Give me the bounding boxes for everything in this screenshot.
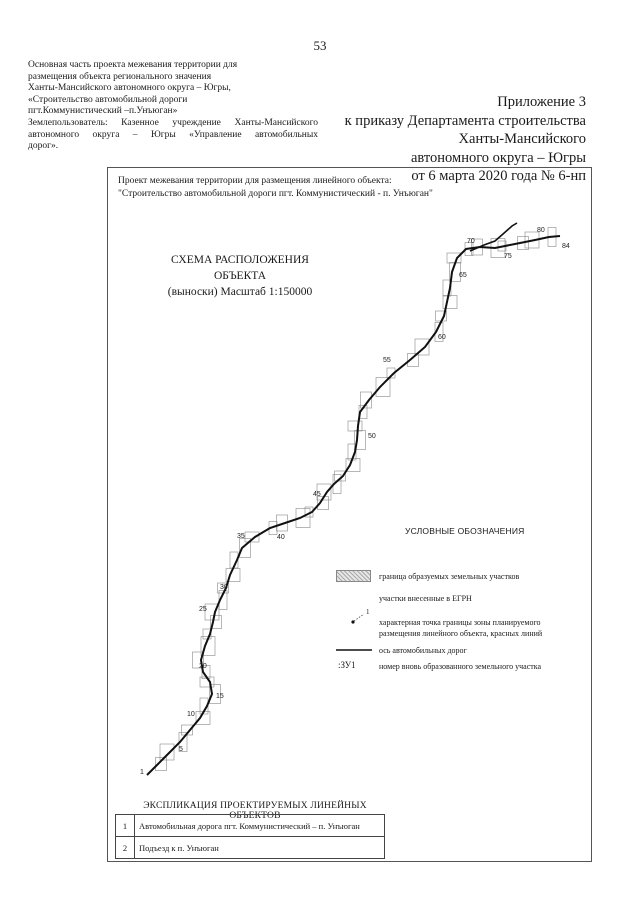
appendix-line-4: автономного округа – Югры — [410, 149, 586, 166]
km-marker-20: 20 — [199, 663, 207, 670]
legend-hatch-swatch — [336, 570, 371, 582]
plot-boxes — [156, 228, 557, 771]
plot-box — [348, 421, 362, 431]
description-line-4: «Строительство автомобильной дороги — [28, 94, 188, 105]
legend-axis-label: ось автомобильных дорог — [379, 646, 467, 655]
km-marker-1: 1 — [140, 769, 144, 776]
km-marker-50: 50 — [368, 433, 376, 440]
explication-table — [115, 814, 385, 859]
appendix-line-5: от 6 марта 2020 года № 6-нп — [411, 168, 586, 185]
land-user-line-2: автономного округа – Югры «Управление автомобильных — [28, 129, 318, 140]
legend-zu-label: номер вновь образованного земельного участка — [379, 662, 542, 671]
scheme-subtitle: (выноски) Масштаб 1:150000 — [167, 286, 313, 298]
legend-title: УСЛОВНЫЕ ОБОЗНАЧЕНИЯ — [405, 526, 525, 536]
road-axis-line — [147, 236, 560, 775]
km-marker-60: 60 — [438, 334, 446, 341]
km-marker-30: 30 — [220, 584, 228, 591]
explication-title: ЭКСПЛИКАЦИЯ ПРОЕКТИРУЕМЫХ ЛИНЕЙНЫХ ОБЪЕКТОВ — [143, 801, 367, 821]
legend-point-symbol — [351, 614, 364, 624]
page-number: 53 — [313, 38, 327, 53]
frame-header-line-2: "Строительство автомобильной дороги пгт. Коммунистический - п. Унъюган" — [118, 189, 433, 199]
description-line-5: пгт.Коммунистический –п.Унъюган» — [28, 106, 178, 117]
row-number: 1 — [116, 815, 135, 837]
km-marker-10: 10 — [187, 711, 195, 718]
km-marker-45: 45 — [313, 491, 321, 498]
km-marker-25: 25 — [199, 606, 207, 613]
legend-egrn-plots: участки внесенные в ЕГРН — [379, 594, 472, 603]
km-marker-35: 35 — [237, 533, 245, 540]
km-marker-75: 75 — [504, 253, 512, 260]
km-marker-65: 65 — [459, 272, 467, 279]
km-markers — [140, 227, 570, 776]
appendix-line-1: Приложение 3 — [497, 94, 586, 110]
appendix-line-3: Ханты-Мансийского — [458, 131, 586, 148]
km-marker-40: 40 — [277, 534, 285, 541]
scheme-title-main: СХЕМА РАСПОЛОЖЕНИЯ ОБЪЕКТА — [171, 254, 309, 282]
km-marker-55: 55 — [383, 357, 391, 364]
land-user-line-1: Землепользователь: Казенное учреждение Ханты-Мансийского — [28, 117, 318, 128]
legend-point-label-2: размещения линейного объекта, красных линий — [379, 629, 543, 638]
km-marker-15: 15 — [216, 693, 224, 700]
land-user-line-3: дорог». — [28, 141, 59, 152]
frame-header-line-1: Проект межевания территории для размещения линейного объекта: — [118, 176, 392, 186]
legend-zu-symbol: :ЗУ1 — [338, 660, 356, 670]
row-number: 2 — [116, 837, 135, 859]
km-marker-80: 80 — [537, 227, 545, 234]
description-line-2: размещения объекта регионального значения — [28, 71, 212, 82]
row-name: Подъезд к п. Унъюган — [135, 837, 385, 859]
km-marker-70: 70 — [467, 238, 475, 245]
table-row — [116, 837, 385, 859]
km-marker-5: 5 — [179, 746, 183, 753]
legend-point-label-1: характерная точка границы зоны планируемого — [379, 618, 541, 627]
description-line-1: Основная часть проекта межевания территории для — [28, 60, 238, 70]
km-marker-84: 84 — [562, 243, 570, 250]
table-row — [116, 815, 385, 837]
appendix-line-2: к приказу Департамента строительства — [344, 112, 586, 129]
plot-box — [447, 253, 461, 263]
description-line-3: Ханты-Мансийского автономного округа – Югры, — [28, 83, 231, 94]
row-name: Автомобильная дорога пгт. Коммунистический – п. Унъюган — [135, 815, 385, 837]
legend-formed-plots: граница образуемых земельных участков — [379, 572, 520, 581]
legend-point-number: 1 — [366, 608, 370, 616]
